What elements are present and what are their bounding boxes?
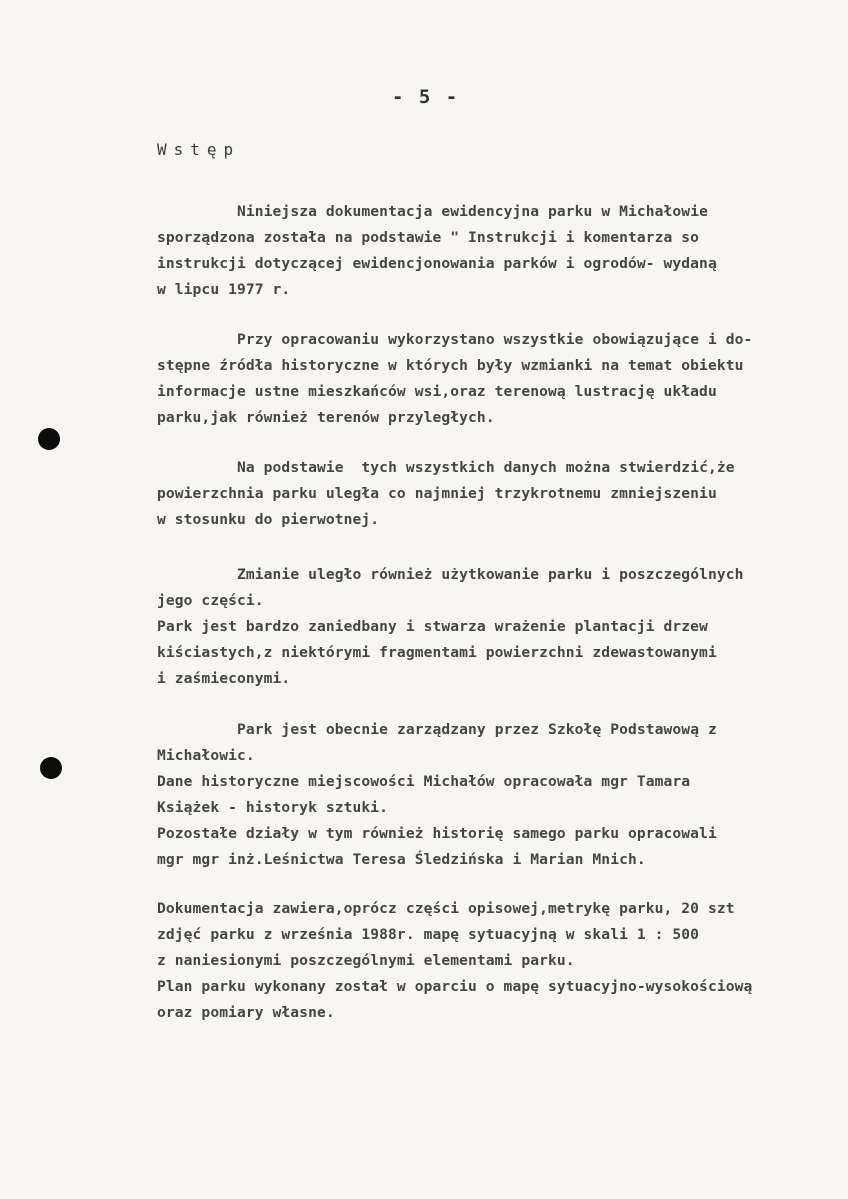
text-line: Park jest bardzo zaniedbany i stwarza wrażenie plantacji drzew [157,618,708,635]
text-line: Przy opracowaniu wykorzystano wszystkie obowiązujące i do- [237,331,753,348]
text-line: i zaśmieconymi. [157,670,291,687]
paragraph-management [157,717,837,873]
paragraph-contents [157,896,837,1026]
text-line: Dane historyczne miejscowości Michałów opracowała mgr Tamara [157,773,691,790]
text-line: Niniejsza dokumentacja ewidencyjna parku w Michałowie [237,203,708,220]
text-line: Michałowic. [157,747,255,764]
text-line: stępne źródła historyczne w których były wzmianki na temat obiektu [157,357,744,374]
punch-hole-lower [40,757,62,779]
paragraph-area [157,455,837,533]
text-line: instrukcji dotyczącej ewidencjonowania parków i ogrodów- wydaną [157,255,717,272]
text-line: informacje ustne mieszkańców wsi,oraz terenową lustrację układu [157,383,717,400]
text-line: Dokumentacja zawiera,oprócz części opisowej,metrykę parku, 20 szt [157,900,735,917]
text-line: w stosunku do pierwotnej. [157,511,380,528]
text-line: jego części. [157,592,264,609]
text-line: Plan parku wykonany został w oparciu o mapę sytuacyjno-wysokościową [157,978,753,995]
paragraph-usage [157,562,837,692]
text-line: Na podstawie tych wszystkich danych można stwierdzić,że [237,459,735,476]
text-line: parku,jak również terenów przyległych. [157,409,495,426]
text-line: oraz pomiary własne. [157,1004,335,1021]
text-line: Park jest obecnie zarządzany przez Szkołę Podstawową z [237,721,717,738]
text-line: powierzchnia parku uległa co najmniej trzykrotnemu zmniejszeniu [157,485,717,502]
text-line: zdjęć parku z września 1988r. mapę sytuacyjną w skali 1 : 500 [157,926,700,943]
paragraph-intro [157,199,837,303]
text-line: mgr mgr inż.Leśnictwa Teresa Śledzińska i Marian Mnich. [157,851,646,868]
text-line: kiściastych,z niektórymi fragmentami powierzchni zdewastowanymi [157,644,717,661]
text-line: Zmianie uległo również użytkowanie parku i poszczególnych [237,566,744,583]
text-line: Książek - historyk sztuki. [157,799,389,816]
paragraph-sources [157,327,837,431]
punch-hole-upper [38,428,60,450]
text-line: sporządzona została na podstawie " Instrukcji i komentarza so [157,229,700,246]
text-line: Pozostałe działy w tym również historię samego parku opracowali [157,825,717,842]
text-line: w lipcu 1977 r. [157,281,291,298]
text-line: z naniesionymi poszczególnymi elementami parku. [157,952,575,969]
page-number: - 5 - [392,86,460,108]
section-heading: Wstęp [157,140,241,159]
